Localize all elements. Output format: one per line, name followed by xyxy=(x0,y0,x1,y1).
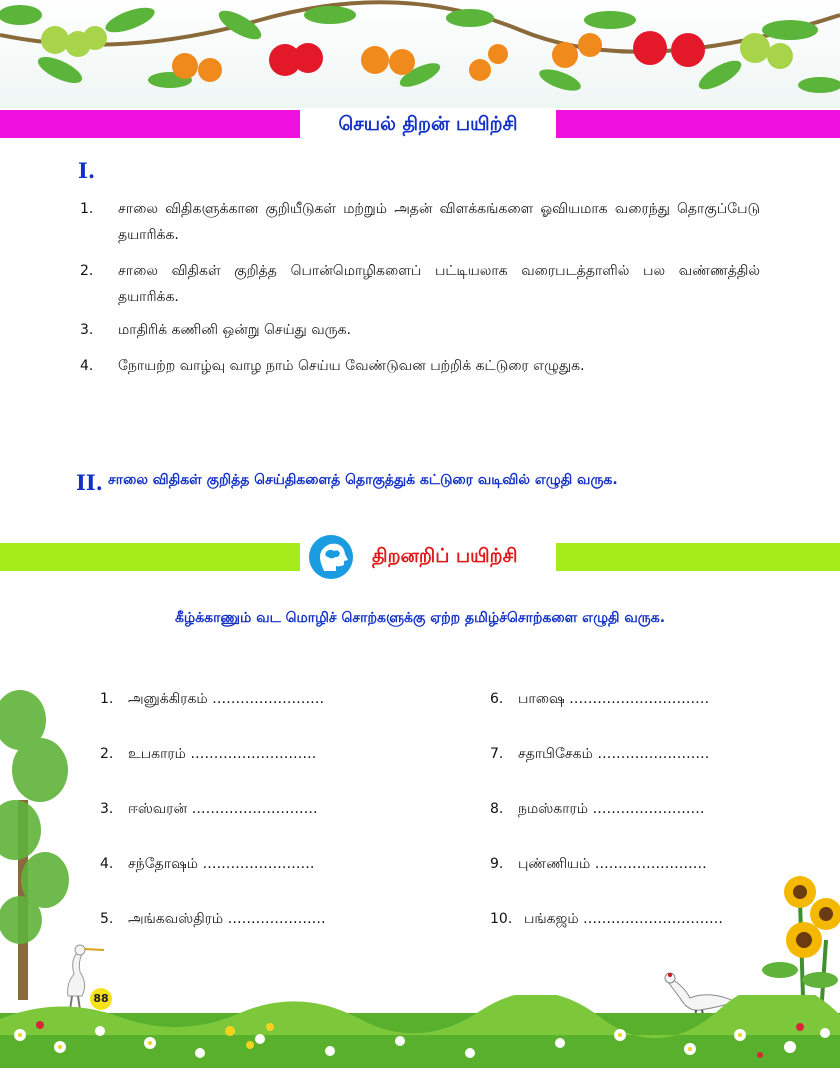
item-number: 4. xyxy=(80,358,94,374)
item-text: நமஸ்காரம் …………………… xyxy=(518,801,705,817)
banner-bar-right xyxy=(556,110,840,138)
list-item xyxy=(100,691,324,709)
list-item xyxy=(100,746,316,764)
item-text: சந்தோஷம் …………………… xyxy=(128,856,315,872)
section-title-activity: செயல் திறன் பயிற்சி xyxy=(338,113,518,135)
list-item xyxy=(100,911,326,929)
item-number: 3. xyxy=(80,322,94,338)
item-text: சாலை விதிகள் குறித்த பொன்மொழிகளைப் பட்டியலாக வரைபடத்தாளில் பல வண்ணத்தில் தயாரிக்க. xyxy=(118,263,760,305)
item-text: ஈஸ்வரன் ……………………… xyxy=(128,801,318,817)
item-number: 2. xyxy=(100,746,114,762)
item-text: புண்ணியம் …………………… xyxy=(518,856,707,872)
section2-instruction: கீழ்க்காணும் வட மொழிச் சொற்களுக்கு ஏற்ற தமிழ்ச்சொற்களை எழுதி வருக. xyxy=(174,610,666,626)
list-item xyxy=(490,801,705,819)
banner-bar-right-green xyxy=(556,543,840,571)
item-number: 3. xyxy=(100,801,114,817)
part-numeral-2: II. xyxy=(76,470,103,495)
item-number: 10. xyxy=(490,911,513,927)
list-item xyxy=(490,911,723,929)
list-item xyxy=(490,746,709,764)
list-item xyxy=(490,856,707,874)
list-item xyxy=(80,353,760,379)
item-number: 4. xyxy=(100,856,114,872)
banner-bar-left-green xyxy=(0,543,300,571)
item-number: 1. xyxy=(100,691,114,707)
item-text: பங்கஜம் ………………………… xyxy=(524,911,724,927)
item-text: நோயற்ற வாழ்வு வாழ நாம் செய்ய வேண்டுவன பற்றிக் கட்டுரை எழுதுக. xyxy=(118,358,585,374)
item-text: சாலை விதிகளுக்கான குறியீடுகள் மற்றும் அதன் விளக்கங்களை ஓவியமாக வரைந்து தொகுப்பேடு தயாரிக்க. xyxy=(118,201,760,243)
list-item xyxy=(490,691,709,709)
item-number: 2. xyxy=(80,263,94,279)
brain-head-icon xyxy=(308,534,354,580)
item-text: அங்கவஸ்திரம் ………………… xyxy=(128,911,326,927)
banner-bar-left xyxy=(0,110,300,138)
list-item xyxy=(80,196,760,248)
part2-instruction: சாலை விதிகள் குறித்த செய்திகளைத் தொகுத்துக் கட்டுரை வடிவில் எழுதி வருக. xyxy=(108,472,618,488)
list-item xyxy=(80,258,760,310)
item-text: சதாபிசேகம் …………………… xyxy=(518,746,710,762)
list-item xyxy=(100,856,315,874)
section-title-aptitude: திறனறிப் பயிற்சி xyxy=(372,545,518,567)
item-text: அனுக்கிரகம் …………………… xyxy=(128,691,325,707)
item-number: 6. xyxy=(490,691,504,707)
list-item xyxy=(80,317,760,343)
item-number: 1. xyxy=(80,201,94,217)
part-numeral-1: I. xyxy=(78,158,96,183)
grass-flowers-decoration xyxy=(0,995,840,1068)
item-number: 8. xyxy=(490,801,504,817)
item-text: பாஷை ………………………… xyxy=(518,691,710,707)
item-text: உபகாரம் ……………………… xyxy=(128,746,317,762)
item-number: 7. xyxy=(490,746,504,762)
list-item xyxy=(100,801,318,819)
page-number: 88 xyxy=(90,988,112,1010)
item-text: மாதிரிக் கணினி ஒன்று செய்து வருக. xyxy=(118,322,351,338)
header-fruit-art xyxy=(0,0,840,108)
item-number: 5. xyxy=(100,911,114,927)
item-number: 9. xyxy=(490,856,504,872)
